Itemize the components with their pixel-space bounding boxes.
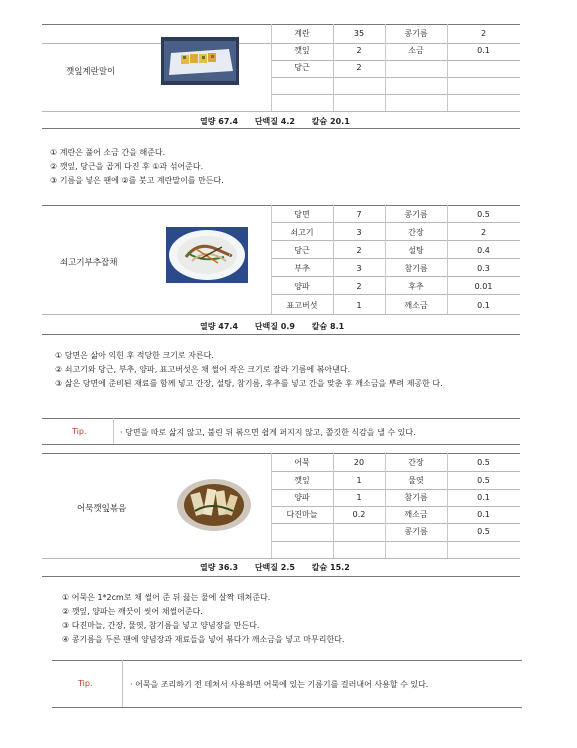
ingredient-amount: 7 [356, 210, 362, 219]
ingredient-amount: 1 [356, 301, 362, 310]
ingredient-amount: 0.1 [477, 510, 490, 519]
dish-photo [175, 475, 253, 533]
ingredient-amount: 0.5 [477, 476, 490, 485]
nutrition-summary [200, 321, 358, 332]
ingredient-name: 콩기름 [404, 527, 428, 536]
ingredient-amount: 2 [356, 282, 362, 291]
recipe-step: ② 쇠고기와 당근, 부추, 양파, 표고버섯은 채 썰어 작은 크기로 잘라 기름에 볶아낸다. [55, 365, 351, 374]
recipe-step: ④ 콩기름을 두른 팬에 양념장과 재료들을 넣어 볶다가 깨소금을 넣고 마무리한다. [62, 635, 345, 644]
ingredient-amount: 0.4 [477, 246, 490, 255]
ingredient-amount: 0.01 [474, 282, 493, 291]
ingredient-amount: 0.5 [477, 527, 490, 536]
ingredient-name: 참기름 [404, 493, 428, 502]
calcium-value: 15.2 [330, 563, 350, 572]
energy-value: 47.4 [218, 322, 239, 331]
ingredient-amount: 0.1 [477, 493, 490, 502]
ingredient-name: 깨소금 [404, 301, 428, 310]
nutrition-summary [200, 562, 364, 573]
recipe-step: ③ 삶은 당면에 준비된 재료를 함께 넣고 간장, 설탕, 참기름, 후추를 넣고 간을 맞춘 후 깨소금을 뿌려 제공한 다. [55, 379, 443, 388]
ingredient-name: 어묵 [294, 458, 310, 467]
ingredient-amount: 1 [356, 493, 362, 502]
ingredient-name: 다진마늘 [286, 510, 318, 519]
energy-label: 열량 [200, 117, 216, 126]
recipe-step: ② 깻잎, 당근을 곱게 다진 후 ①과 섞어준다. [50, 162, 204, 171]
ingredient-name: 깻잎 [294, 476, 310, 485]
recipe-step: ③ 기름을 넣은 팬에 ②를 붓고 계란말이를 만든다. [50, 176, 224, 185]
ingredient-name: 물엿 [408, 476, 424, 485]
tip-label: Tip. [78, 679, 93, 688]
ingredient-amount: 3 [356, 228, 362, 237]
tip-label: Tip. [72, 427, 87, 436]
recipe-step: ① 계란은 풀어 소금 간을 해준다. [50, 148, 166, 157]
ingredient-amount: 1 [356, 476, 362, 485]
ingredient-name: 깻잎 [294, 46, 310, 55]
calcium-label: 칼슘 [311, 117, 328, 126]
recipe-step: ① 당면은 삶아 익힌 후 적당한 크기로 자른다. [55, 351, 214, 360]
ingredient-amount: 0.3 [477, 264, 490, 273]
ingredient-amount: 2 [356, 46, 362, 55]
ingredient-amount: 2 [356, 63, 362, 72]
ingredient-name: 설탕 [408, 246, 424, 255]
energy-value: 67.4 [218, 117, 239, 126]
ingredient-amount: 35 [353, 29, 365, 38]
recipe-step: ① 어묵은 1*2cm로 채 썰어 준 뒤 끓는 물에 살짝 데쳐준다. [62, 593, 271, 602]
ingredient-amount: 0.2 [352, 510, 366, 519]
recipe-name: 쇠고기부추잡채 [60, 258, 118, 268]
calcium-label: 칼슘 [311, 563, 328, 572]
ingredient-amount: 0.5 [477, 458, 490, 467]
protein-value: 2.5 [280, 563, 295, 572]
ingredient-name: 간장 [408, 228, 424, 237]
dish-photo [166, 227, 248, 283]
protein-label: 단백질 [254, 563, 278, 572]
ingredient-name: 당근 [294, 63, 310, 72]
calcium-label: 칼슘 [311, 322, 328, 331]
tip-text: · 당면을 따로 삶지 않고, 불린 뒤 볶으면 쉽게 퍼지지 않고, 쫄깃한 식감을 낼 수 있다. [120, 428, 416, 437]
ingredient-name: 깨소금 [404, 510, 428, 519]
ingredient-name: 콩기름 [404, 29, 428, 38]
ingredient-name: 표고버섯 [286, 301, 318, 310]
ingredient-amount: 0.1 [477, 301, 490, 310]
ingredient-name: 양파 [294, 282, 310, 291]
recipe-name: 어묵깻잎볶음 [77, 504, 127, 514]
ingredient-name: 계란 [294, 29, 310, 38]
calcium-value: 20.1 [330, 117, 350, 126]
dish-photo [161, 37, 239, 85]
ingredient-amount: 3 [356, 264, 362, 273]
protein-value: 0.9 [280, 322, 295, 331]
recipe-name: 깻잎계란말이 [66, 67, 116, 77]
ingredient-name: 간장 [408, 458, 424, 467]
ingredient-amount: 20 [353, 458, 365, 467]
protein-label: 단백질 [254, 117, 278, 126]
protein-label: 단백질 [254, 322, 278, 331]
ingredient-amount: 2 [480, 29, 487, 38]
ingredient-amount: 0.5 [477, 210, 490, 219]
nutrition-summary [200, 116, 364, 127]
ingredient-amount: 2 [356, 246, 362, 255]
ingredient-amount: 0.1 [477, 46, 490, 55]
recipe-step: ② 깻잎, 양파는 깨끗이 씻어 채썰어준다. [62, 607, 203, 616]
ingredient-name: 부추 [294, 264, 310, 273]
energy-label: 열량 [200, 563, 216, 572]
ingredient-name: 양파 [294, 493, 310, 502]
ingredient-name: 후추 [408, 282, 424, 291]
calcium-value: 8.1 [330, 322, 345, 331]
protein-value: 4.2 [280, 117, 295, 126]
energy-value: 36.3 [218, 563, 239, 572]
ingredient-name: 콩기름 [404, 210, 428, 219]
ingredient-name: 당근 [294, 246, 310, 255]
ingredient-name: 당면 [294, 210, 310, 219]
ingredient-name: 소금 [408, 46, 424, 55]
ingredient-name: 참기름 [404, 264, 428, 273]
tip-text: · 어묵을 조리하기 전 데쳐서 사용하면 어묵에 있는 기름기를 걸러내어 사용할 수 있다. [130, 680, 429, 689]
ingredient-name: 쇠고기 [290, 228, 314, 237]
ingredient-amount: 2 [480, 228, 487, 237]
recipe-step: ③ 다진마늘, 간장, 물엿, 참기름을 넣고 양념장을 만든다. [62, 621, 260, 630]
energy-label: 열량 [200, 322, 216, 331]
